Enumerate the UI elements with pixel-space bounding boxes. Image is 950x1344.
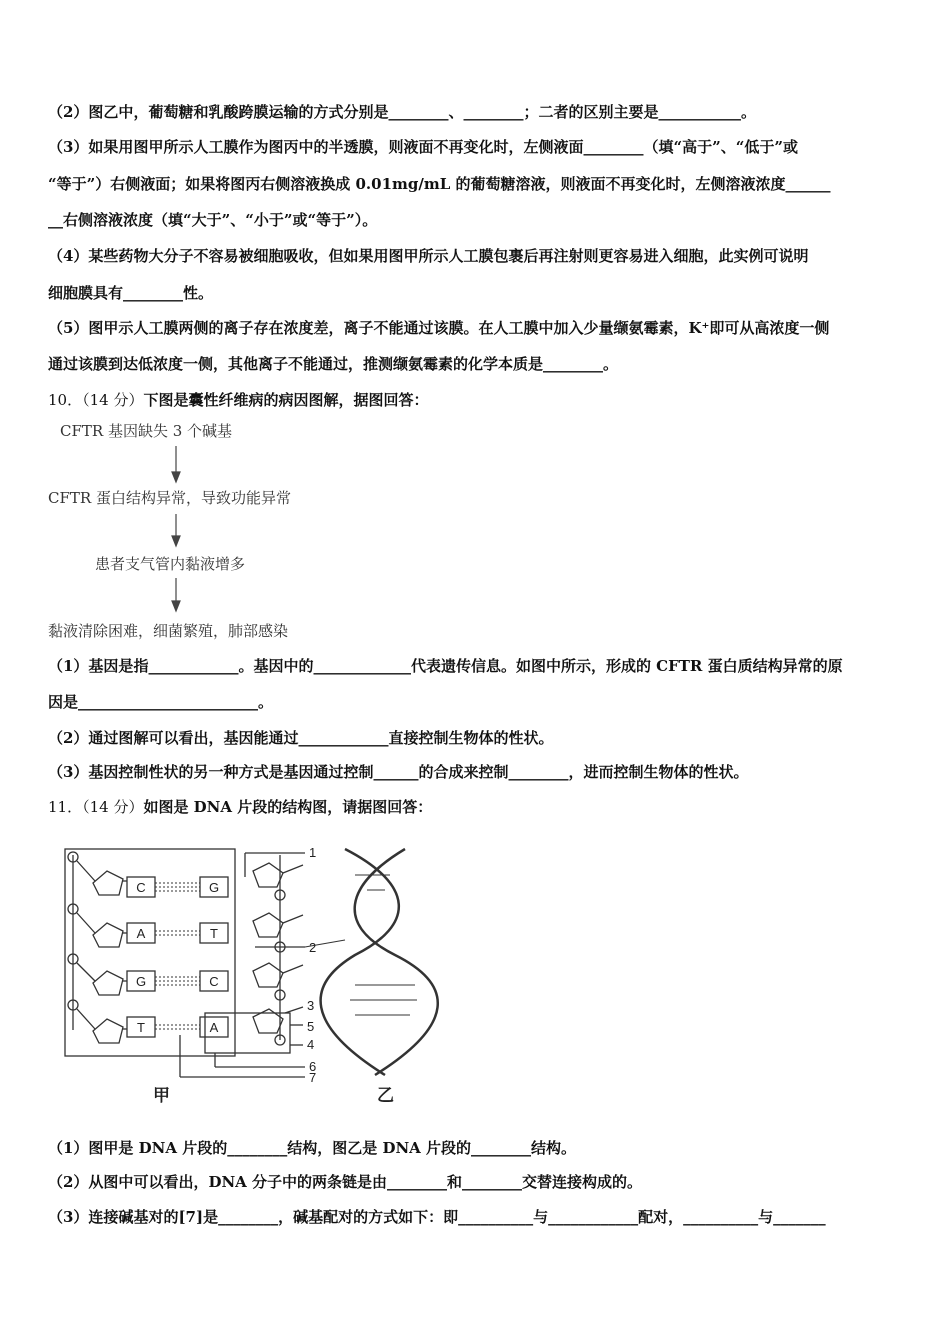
left-base-2: A (136, 926, 146, 941)
q10-part3: （3）基因控制性状的另一种方式是基因通过控制______的合成来控制________，进而控制生物体的性状。 (48, 763, 749, 781)
figure-b-label: 乙 (377, 1086, 394, 1105)
q9-part5-line1: （5）图甲示人工膜两侧的离子存在浓度差，离子不能通过该膜。在人工膜中加入少量缬氨霉素，K⁺即可从高浓度一侧 (48, 319, 830, 337)
flow-step-2: CFTR 蛋白结构异常，导致功能异常 (48, 489, 291, 507)
q10-part1-line1: （1）基因是指____________。基因中的_____________代表遗传信息。如图中所示，形成的 CFTR 蛋白质结构异常的原 (48, 657, 843, 675)
q11-title: 如图是 DNA 片段的结构图，请据图回答： (143, 798, 433, 816)
q9-part3-line2: “等于”）右侧液面；如果将图丙右侧溶液换成 0.01mg/mL 的葡萄糖溶液，则液面不再变化时，左侧溶液浓度______ (48, 175, 831, 193)
q9-part4-line2: 细胞膜具有________性。 (48, 284, 214, 302)
q10-part2: （2）通过图解可以看出，基因能通过____________直接控制生物体的性状。 (48, 729, 554, 747)
right-base-4: A (209, 1020, 219, 1035)
q9-part2: （2）图乙中，葡萄糖和乳酸跨膜运输的方式分别是________、________；二者的区别主要是___________。 (48, 103, 756, 121)
q11-heading (48, 797, 432, 817)
left-base-3: G (135, 974, 147, 989)
flow-step-3: 患者支气管内黏液增多 (95, 555, 246, 573)
q9-part5-line2: 通过该膜到达低浓度一侧，其他离子不能通过，推测缬氨霉素的化学本质是________。 (48, 355, 619, 373)
label-4: 4 (307, 1037, 315, 1052)
q10-part1-line2: 因是________________________。 (48, 693, 274, 711)
right-base-3: C (209, 974, 219, 989)
q10-heading (48, 390, 428, 410)
q11-part2: （2）从图中可以看出，DNA 分子中的两条链是由________和________交替连接构成的。 (48, 1173, 643, 1191)
q10-number: 10．（14 分） (48, 391, 144, 409)
q10-title: 下图是囊性纤维病的病因图解，据图回答： (143, 391, 429, 409)
label-3: 3 (307, 998, 315, 1013)
left-base-4: T (137, 1020, 145, 1035)
left-base-1: C (136, 880, 146, 895)
label-2: 2 (309, 940, 317, 955)
label-7: 7 (309, 1070, 317, 1085)
right-base-1: G (208, 880, 220, 895)
q11-part1: （1）图甲是 DNA 片段的________结构，图乙是 DNA 片段的________结构。 (48, 1139, 577, 1157)
flow-step-4: 黏液清除困难，细菌繁殖，肺部感染 (48, 622, 289, 640)
q9-part3-line1: （3）如果用图甲所示人工膜作为图丙中的半透膜，则液面不再变化时，左侧液面________（填“高于”、“低于”或 (48, 138, 798, 156)
figure-a-label: 甲 (153, 1086, 170, 1105)
dna-figure (55, 835, 455, 1110)
q11-number: 11．（14 分） (48, 798, 144, 816)
flow-step-1: CFTR 基因缺失 3 个碱基 (60, 422, 233, 440)
q11-part3: （3）连接碱基对的[7]是________，碱基配对的方式如下：即__________与____________配对，__________与_______ (48, 1208, 826, 1226)
label-5: 5 (307, 1019, 315, 1034)
right-base-2: T (210, 926, 218, 941)
label-6: 6 (309, 1059, 317, 1074)
q9-part3-line3: __右侧溶液浓度（填“大于”、“小于”或“等于”）。 (48, 211, 378, 229)
q9-part4-line1: （4）某些药物大分子不容易被细胞吸收，但如果用图甲所示人工膜包裹后再注射则更容易进入细胞，此实例可说明 (48, 247, 809, 265)
flow-arrows (168, 440, 188, 620)
label-1: 1 (309, 845, 317, 860)
